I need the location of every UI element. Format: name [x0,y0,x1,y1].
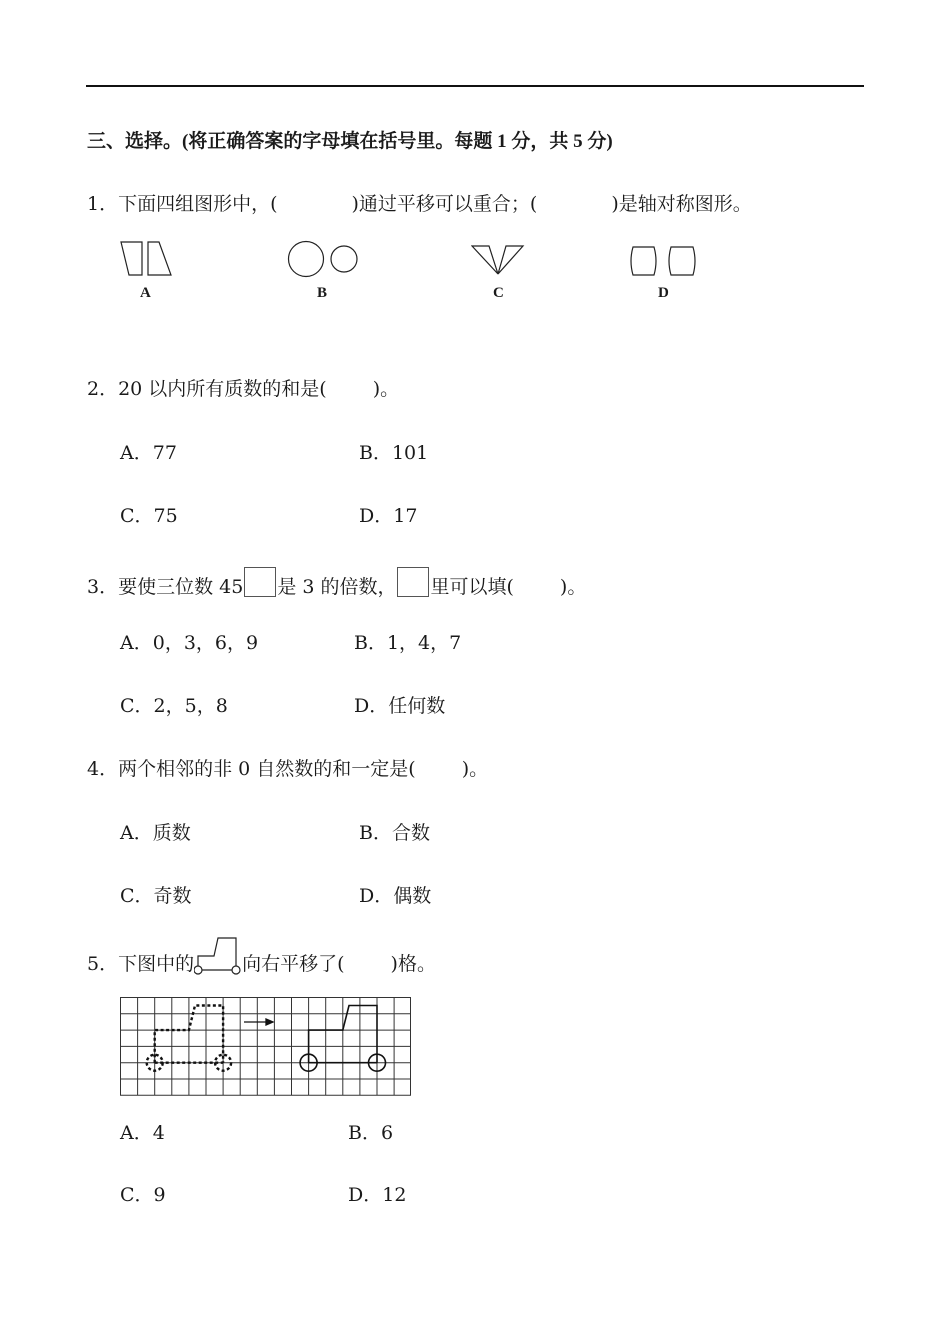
figure-label-b: B [317,285,328,301]
figure-a-trapezoids [120,241,174,277]
question-4: 4．两个相邻的非 0 自然数的和一定是( )。 [87,758,489,780]
question-number: 5． [87,953,119,975]
option-3d[interactable]: D．任何数 [354,695,446,717]
figure-label-a: A [140,285,151,301]
question-number: 2． [87,378,119,400]
digit-box [397,567,429,597]
figure-label-d: D [658,285,669,301]
option-3c[interactable]: C．2，5，8 [120,695,228,717]
header-rule [86,85,864,87]
arrow-right-icon [244,1019,273,1025]
question-2: 2．20 以内所有质数的和是( )。 [87,378,400,400]
section-title: 三、选择。(将正确答案的字母填在括号里。每题 1 分，共 5 分) [87,131,613,152]
translation-grid [120,997,412,1097]
option-4c[interactable]: C．奇数 [120,885,192,907]
figure-b-circles [287,240,361,278]
option-5b[interactable]: B．6 [348,1122,394,1144]
option-2d[interactable]: D．17 [359,505,418,527]
figure-d-barrels [629,245,699,277]
digit-box [244,567,276,597]
option-2c[interactable]: C．75 [120,505,178,527]
question-number: 4． [87,758,119,780]
car-shape-icon [194,952,242,976]
option-4d[interactable]: D．偶数 [359,885,432,907]
question-1: 1．下面四组图形中，( )通过平移可以重合；( )是轴对称图形。 [87,193,752,215]
question-number: 3． [87,576,119,598]
option-3b[interactable]: B．1，4，7 [354,632,462,654]
option-5d[interactable]: D．12 [348,1184,407,1206]
figure-c-triangles [471,245,527,277]
option-5c[interactable]: C．9 [120,1184,166,1206]
option-5a[interactable]: A．4 [120,1122,165,1144]
figure-label-c: C [493,285,504,301]
option-4b[interactable]: B．合数 [359,822,430,844]
question-5: 5．下图中的 向右平移了( )格。 [87,952,436,976]
option-2a[interactable]: A．77 [120,442,177,464]
option-4a[interactable]: A．质数 [120,822,191,844]
question-3: 3．要使三位数 45 是 3 的倍数， 里可以填( )。 [87,567,586,599]
question-number: 1． [87,193,119,215]
option-3a[interactable]: A．0，3，6，9 [120,632,259,654]
option-2b[interactable]: B．101 [359,442,429,464]
